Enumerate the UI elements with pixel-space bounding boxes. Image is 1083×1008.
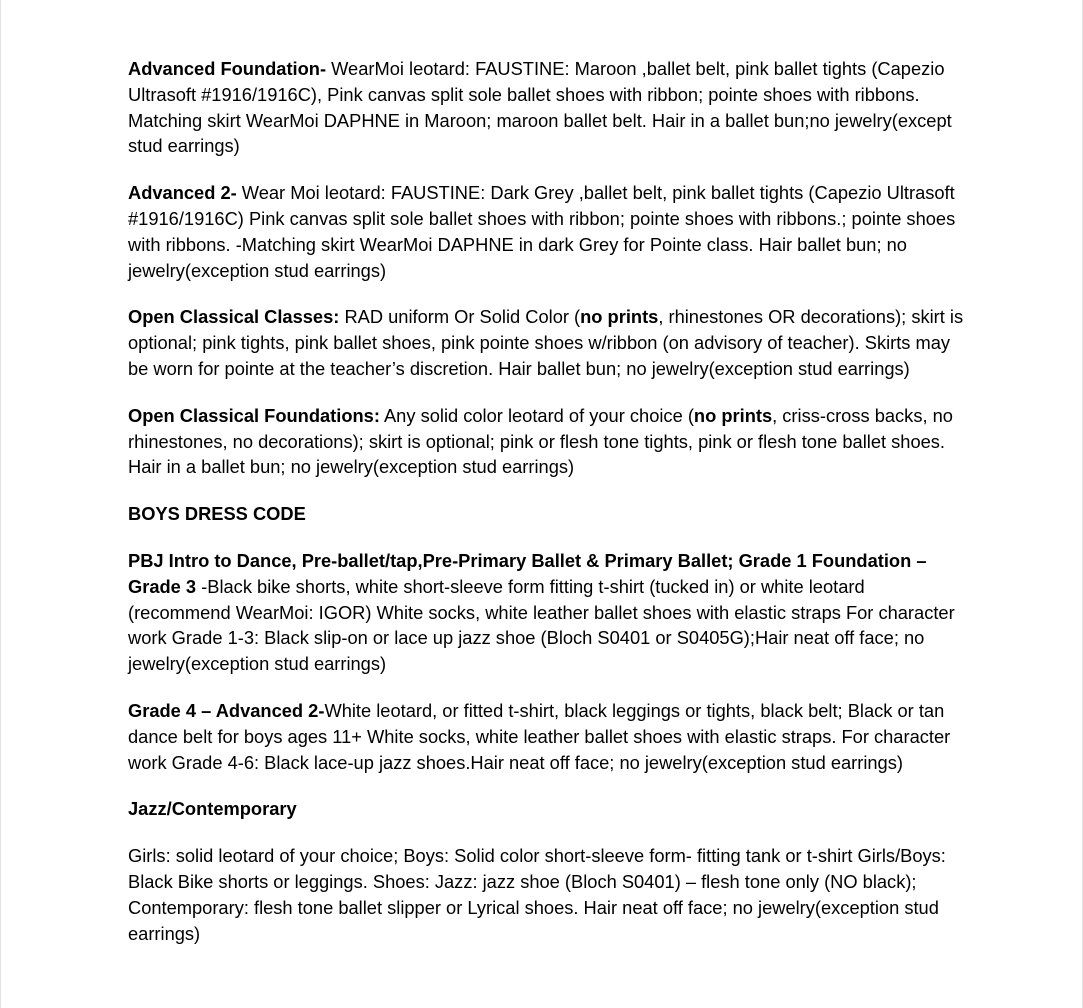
pbj-grade-3-paragraph (128, 548, 968, 677)
open-classical-foundations-label: Open Classical Foundations: (128, 404, 380, 426)
advanced-2-paragraph (128, 180, 968, 283)
advanced-foundation-text: WearMoi leotard: FAUSTINE: Maroon ,ballet belt, pink ballet tights (Capezio Ultrasoft #1916/1916C), Pink canvas split sole ballet shoes with ribbon; pointe shoes with ribbons. Matching skirt WearMoi DAPHNE in Maroon; maroon ballet belt. Hair in a ballet bun;no jewelry(except stud earrings) (128, 58, 952, 157)
open-classical-classes-text-1: RAD uniform Or Solid Color ( (339, 306, 581, 328)
open-classical-classes-no-prints: no prints (580, 306, 659, 328)
open-classical-foundations-text-1: Any solid color leotard of your choice ( (379, 404, 694, 426)
open-classical-foundations-paragraph (128, 403, 968, 480)
grade-4-advanced-2-text: White leotard, or fitted t-shirt, black leggings or tights, black belt; Black or tan dance belt for boys ages 11+ White socks, white leather ballet shoes with elastic straps. For character work Grade 4-6: Black lace-up jazz shoes.Hair neat off face; no jewelry(exception stud earrings) (128, 699, 951, 773)
jazz-contemporary-paragraph: Girls: solid leotard of your choice; Boys: Solid color short-sleeve form- fitting tank or t-shirt Girls/Boys: Black Bike shorts or leggings. Shoes: Jazz: jazz shoe (Bloch S0401) – flesh tone only (NO black); Contemporary: flesh tone ballet slipper or Lyrical shoes. Hair neat off face; no jewelry(exception stud earrings) (128, 845, 946, 944)
open-classical-classes-text-2: , rhinestones OR decorations); skirt is optional; pink tights, pink ballet shoes, pink pointe shoes w/ribbon (on advisory of teacher). Skirts may be worn for pointe at the teacher’s discretion. Hair ballet bun; no jewelry(exception stud earrings) (128, 306, 964, 379)
advanced-2-label: Advanced 2- (128, 182, 237, 204)
open-classical-foundations-no-prints: no prints (693, 404, 773, 426)
advanced-2-text: Wear Moi leotard: FAUSTINE: Dark Grey ,ballet belt, pink ballet tights (Capezio Ultrasoft #1916/1916C) Pink canvas split sole ballet shoes with ribbon; pointe shoes with ribbons.; pointe shoes with ribbons. -Matching skirt WearMoi DAPHNE in dark Grey for Pointe class. Hair ballet bun; no jewelry(exception stud earrings) (128, 182, 956, 281)
open-classical-classes-label: Open Classical Classes: (128, 306, 340, 328)
advanced-foundation-paragraph (128, 56, 968, 159)
grade-4-advanced-2-paragraph (128, 698, 968, 775)
grade-4-advanced-2-label: Grade 4 – Advanced 2- (128, 699, 325, 721)
open-classical-foundations-text-2: , criss-cross backs, no rhinestones, no decorations); skirt is optional; pink or flesh tone tights, pink or flesh tone ballet shoes. Hair in a ballet bun; no jewelry(exception stud earrings) (128, 404, 953, 478)
pbj-grade-3-text: -Black bike shorts, white short-sleeve form fitting t-shirt (tucked in) or white leotard (recommend WearMoi: IGOR) White socks, white leather ballet shoes with elastic straps For character work Grade 1-3: Black slip-on or lace up jazz shoe (Bloch S0401 or S0405G);Hair neat off face; no jewelry(exception stud earrings) (128, 575, 955, 675)
jazz-contemporary-heading: Jazz/Contemporary (128, 798, 297, 820)
advanced-foundation-label: Advanced Foundation- (128, 58, 327, 79)
pbj-grade-3-label: PBJ Intro to Dance, Pre-ballet/tap,Pre-Primary Ballet & Primary Ballet; Grade 1 Foundation – Grade 3 (128, 549, 927, 597)
boys-dress-code-heading: BOYS DRESS CODE (128, 503, 306, 525)
open-classical-classes-paragraph (128, 304, 968, 381)
document-body (128, 56, 968, 967)
